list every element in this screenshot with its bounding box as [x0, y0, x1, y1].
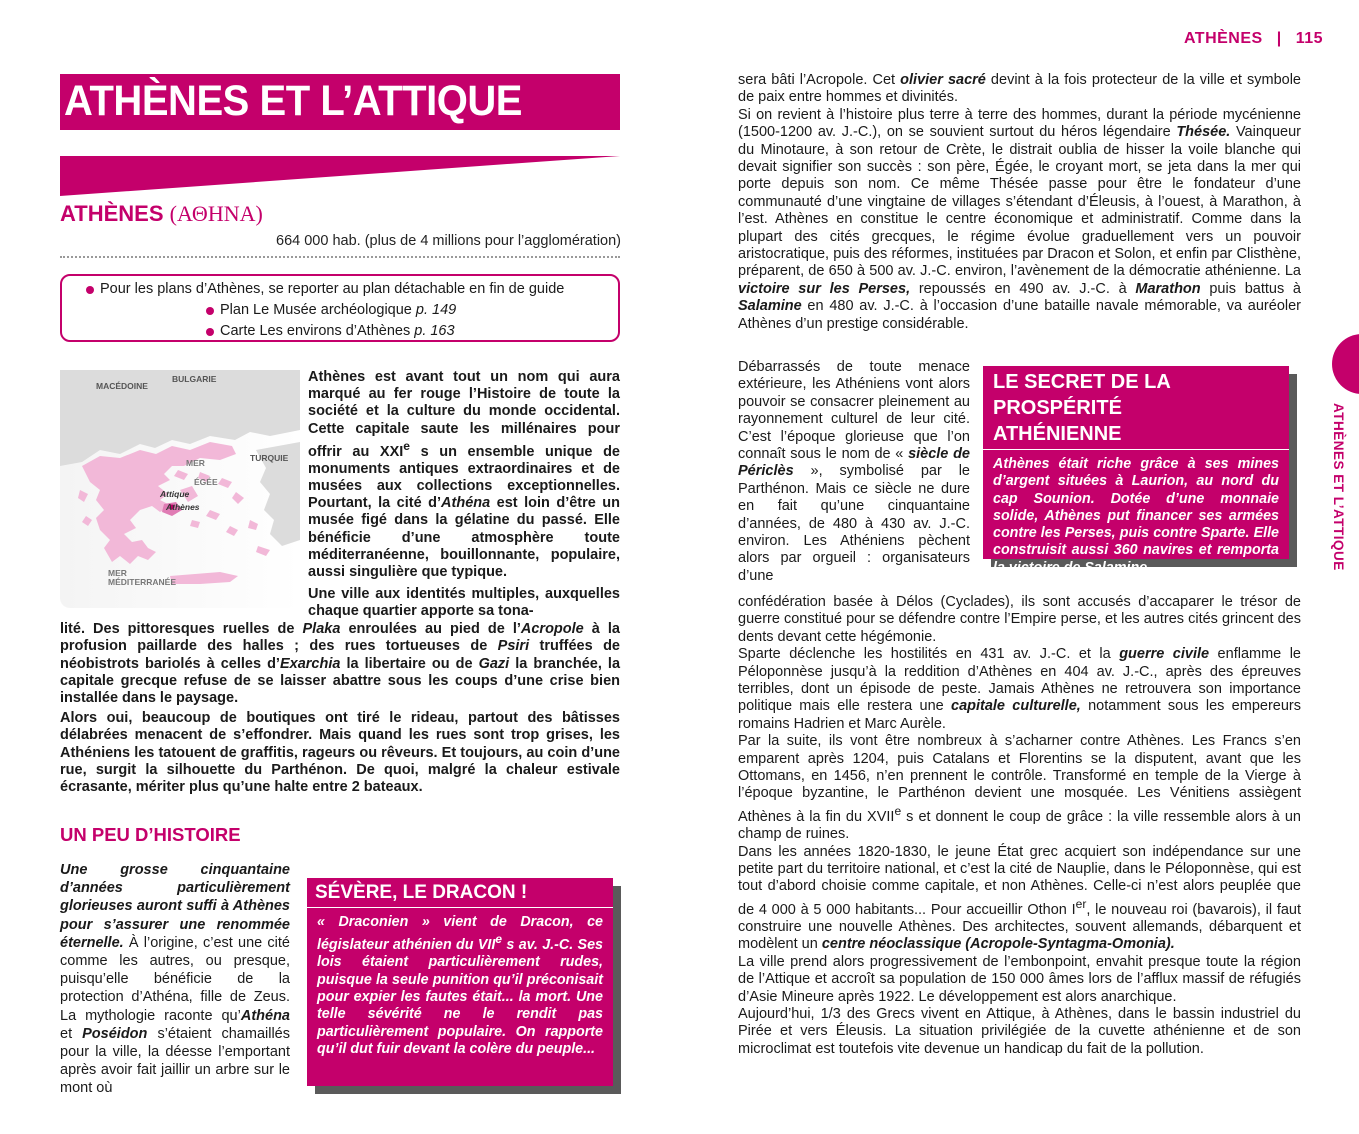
- map-label-macedoine: MACÉDOINE: [96, 381, 148, 391]
- section-title-greek: (ΑΘΗΝΑ): [169, 201, 263, 226]
- history-emphasis: Athéna: [240, 1007, 290, 1024]
- history-text: Aujourd’hui, 1/3 des Grecs vivent en Attique, à Athènes, dans le bassin industriel du Pirée et vers Éleusis. La situation privilégiée de la cuvette athénienne et de son microclimat est toutefois vite devenue un handicap du fait de la pollution.: [738, 1006, 1301, 1057]
- map-reference-text: [220, 300, 456, 321]
- intro-paragraph: [60, 621, 620, 707]
- intro-emphasis: Acropole: [520, 621, 584, 637]
- map-reference-text: [220, 321, 455, 342]
- map-label-bulgarie: BULGARIE: [172, 374, 217, 384]
- running-header-section: ATHÈNES: [1183, 30, 1263, 47]
- section-title: [60, 201, 263, 227]
- history-emphasis: capitale culturelle,: [951, 698, 1081, 715]
- history-lead: Une grosse cinquantaine d’années particulièrement glorieuses auront suffi à Athènes pour s’assurer une renommée éternelle.: [60, 862, 290, 951]
- bullet-icon: [206, 328, 214, 336]
- intro-emphasis: Gazi: [478, 655, 510, 672]
- history-text: Si on revient à l’histoire plus terre à terre des hommes, durant la période mycénienne (1500-1200 av. J.-C.), on se souvient surtout du héros légendaire: [738, 106, 1301, 141]
- history-text: confédération basée à Délos (Cyclades), ils sont accusés d’accaparer le trésor de guerre constitué pour se défendre contre l’Empire perse, et les autres cités grincent des dents devant cette hégémonie.: [738, 594, 1301, 645]
- sidebar-box-text: s av. J.-C. Ses lois étaient particulièrement rudes, puisque la seule punition qu’il préconisait pour expier les fautes était... la mort. Une telle sévérité ne le rendit pas particulièrement populaire. On rapporte qu’il dut fuir devant la colère du peuple...: [317, 937, 603, 1057]
- history-emphasis: Marathon: [1135, 280, 1201, 297]
- intro-emphasis: Exarchia: [279, 655, 341, 672]
- intro-text: lité. Des pittoresques ruelles de: [60, 621, 303, 637]
- history-text: s’étaient chamaillés pour la ville, la déesse l’emportant après avoir fait jaillir un arbre sur le mont où: [60, 1025, 290, 1097]
- history-emphasis: Poséidon: [82, 1025, 148, 1042]
- history-emphasis: olivier sacré: [900, 72, 986, 88]
- sidebar-box-title-line: LE SECRET DE LA PROSPÉRITÉ: [993, 371, 1171, 419]
- sidebar-box-body: Athènes était riche grâce à ses mines d’argent situées à Laurion, au nord du cap Sounion. Dotée d’une monnaie solide, Athènes put financer ses armées contre les Perses, puis contre Sparte. Elle construisit aussi 360 navires et remporta la victoire de Salamine.: [993, 456, 1279, 576]
- sidebar-box-title-line: ATHÉNIENNE: [993, 423, 1122, 445]
- map-label-turquie: TURQUIE: [250, 453, 289, 463]
- history-emphasis: guerre civile: [1119, 646, 1210, 663]
- page-number: 115: [1295, 30, 1323, 47]
- history-paragraph: [738, 359, 970, 585]
- history-paragraph: [738, 594, 1301, 1058]
- history-text: sera bâti l’Acropole. Cet: [738, 72, 901, 88]
- sidebar-box-prosperity: [983, 366, 1289, 576]
- intro-emphasis: Psiri: [497, 638, 530, 655]
- map-reference-text: Pour les plans d’Athènes, se reporter au plan détachable en fin de guide: [100, 281, 565, 297]
- history-text: Vainqueur du Minotaure, à son retour de Crète, le distrait oublia de hisser la voile blanche qui devait signifier son succès : son père, Égée, le croyant mort, se jeta dans la mer qui porte depuis son nom. Ce même Thésée passe pour être le fondateur d’une communauté d’une vingtaine de villages s’étendant d’Éleusis, à l’ouest, à Marathon, à l’est. Athènes en constitue le centre économique et administratif. Comme dans la plupart des cités grecques, le régime évolue graduellement vers un pouvoir aristocratique, puis des réformes, instituées par Dracon et Solon, et enfin par Clisthène, préparent, de 650 à 500 av. J.-C. environ, l’avènement de la démocratie athénienne. La: [738, 124, 1301, 280]
- history-emphasis: victoire sur les Perses,: [738, 280, 911, 297]
- intro-text: à la profusion paillarde des halles ; des rues tortueuses de: [60, 621, 620, 655]
- history-superscript: er: [1075, 896, 1087, 911]
- sidebar-box-dracon: [307, 878, 613, 1086]
- map-reference-item: [206, 300, 618, 321]
- history-text: repoussés en 490 av. J.-C. à: [910, 280, 1136, 297]
- intro-paragraph: Une ville aux identités multiples, auxquelles chaque quartier apporte sa tona-: [308, 586, 620, 620]
- history-superscript: e: [894, 803, 902, 818]
- intro-superscript: e: [403, 438, 410, 453]
- greece-locator-map: [60, 370, 300, 608]
- history-emphasis: Salamine: [738, 298, 802, 315]
- intro-emphasis: Plaka: [302, 621, 341, 637]
- history-text: s et donnent le coup de grâce : la ville ressemble alors à un champ de ruines.: [738, 808, 1301, 843]
- map-label-mer-med-2: MÉDITERRANÉE: [108, 577, 177, 587]
- sidebar-box-superscript: e: [495, 932, 503, 947]
- chapter-title: [60, 74, 620, 130]
- population-info: 664 000 hab. (plus de 4 millions pour l’agglomération): [276, 233, 621, 249]
- map-label-attique: Attique: [160, 489, 190, 499]
- intro-text: Athènes est avant tout un nom qui aura marqué au fer rouge l’Histoire de toute la société et la culture du monde occidental. Cette capitale saute les millénaires pour offrir au XXI: [308, 369, 620, 460]
- sidebar-box-title: SÉVÈRE, LE DRACON !: [307, 878, 613, 908]
- history-paragraph: [738, 72, 1301, 333]
- history-emphasis: centre néoclassique (Acropole-Syntagma-Omonia).: [821, 936, 1175, 953]
- bullet-icon: [86, 286, 94, 294]
- sidebar-box-body: [307, 908, 613, 1058]
- history-text: Débarrassés de toute menace extérieure, les Athéniens vont alors pouvoir se consacrer pleinement au rayonnement culturel de leur cité. C’est l’époque glorieuse que l’on connaît sous le nom de «: [738, 359, 970, 463]
- history-text: en 480 av. J.-C. à l’occasion d’une bataille navale mémorable, va auréoler Athènes d’un prestige considérable.: [738, 298, 1301, 332]
- chapter-side-label: ATHÈNES ET L’ATTIQUE: [1331, 403, 1346, 571]
- map-label-athenes: Athènes: [166, 502, 200, 512]
- map-reference-label: Carte Les environs d’Athènes: [220, 323, 415, 339]
- history-text: Sparte déclenche les hostilités en 431 av. J.-C. et la: [738, 646, 1120, 663]
- history-paragraph: [60, 861, 290, 1098]
- history-text: La ville prend alors progressivement de l’embonpoint, envahit presque toute la région de l’Attique et accroît sa population de 150 000 âmes lors de l’afflux massif de réfugiés d’Asie Mineure après 1922. Le développement est alors anarchique.: [738, 953, 1301, 1005]
- map-reference-item: [206, 321, 618, 342]
- map-reference-box: [60, 274, 620, 342]
- running-header: [1184, 30, 1323, 48]
- sidebar-box-text: « Draconien » vient de Dracon, ce législateur athénien du VII: [317, 914, 603, 954]
- section-title-text: ATHÈNES: [60, 201, 164, 226]
- intro-text: enroulées au pied de l’: [340, 621, 521, 637]
- bullet-icon: [206, 307, 214, 315]
- chapter-title-text: ATHÈNES ET L’ATTIQUE: [64, 77, 523, 125]
- map-label-mer-egee-2: ÉGÉE: [194, 477, 218, 487]
- subsection-title: UN PEU D’HISTOIRE: [60, 824, 241, 845]
- running-header-separator: |: [1276, 30, 1282, 47]
- intro-paragraph: [308, 369, 620, 581]
- sidebar-box-title: [983, 366, 1289, 450]
- history-text: devint à la fois protecteur de la ville et symbole de paix entre hommes et divinités.: [738, 72, 1301, 106]
- history-text: enflamme le Péloponnèse jusqu’à la reddition d’Athènes en 404 av. J.-C., après des épreuves terribles, dont un épisode de peste. Jamais Athènes ne retrouvera son importance politique mais elle restera une: [738, 646, 1301, 715]
- intro-text: la libertaire ou de: [340, 655, 479, 672]
- history-emphasis: Thésée.: [1176, 124, 1231, 141]
- dotted-divider: [60, 256, 620, 258]
- intro-paragraph: Alors oui, beaucoup de boutiques ont tiré le rideau, partout des bâtisses délabrées menacent de s’effondrer. Mais quand les rues sont trop grises, les Athéniens les tatouent de graffitis, rageurs ou rêveurs. Et toujours, au coin d’une rue, surgit la silhouette du Parthénon. De quoi, malgré la chaleur estivale écrasante, mériter plus qu’une halte entre 2 bateaux.: [60, 710, 620, 796]
- history-text: À l’origine, c’est une cité comme les autres, ou presque, puisqu’elle bénéficie de la protection d’Athéna, fille de Zeus. La mythologie raconte qu’: [60, 934, 290, 1024]
- title-wedge-decoration: [60, 156, 620, 196]
- history-text: , le nouveau roi (bavarois), il faut construire une nouvelle Athènes. Des architectes, souvent allemands, débarquent et modèlent un: [738, 901, 1302, 953]
- map-label-mer-med-1: MER: [108, 568, 127, 578]
- map-label-mer-egee-1: MER: [186, 458, 205, 468]
- history-text: notamment sous les empereurs romains Hadrien et Marc Aurèle.: [738, 698, 1301, 732]
- chapter-tab-marker: [1332, 334, 1359, 394]
- intro-text: truffées de néobistrots bariolés à celles d’: [60, 638, 620, 672]
- history-text: puis battus à: [1200, 280, 1301, 297]
- map-reference-item: [86, 279, 618, 300]
- intro-text: s un ensemble unique de monuments antiques extraordinaires et de musées aux collections exceptionnelles. Pourtant, la cité d’: [308, 443, 620, 512]
- map-reference-label: Plan Le Musée archéologique: [220, 302, 416, 318]
- intro-text: la branchée, la capitale grecque refuse de se laisser abattre sous les coups d’une crise bien installée dans le paysage.: [60, 655, 621, 707]
- history-text: et: [60, 1025, 83, 1042]
- intro-emphasis: Athéna: [441, 495, 491, 512]
- history-emphasis: siècle de Périclès: [738, 446, 970, 480]
- history-text: Dans les années 1820-1830, le jeune État grec acquiert son indépendance sur une petite part du territoire national, et c’est la cité de Nauplie, dans le Péloponnèse, qui est tout d’abord choisie comme capitale, et non Athènes. Celle-ci n’est alors peuplée que de 4 000 à 5 000 habitants... Pour accueillir Othon I: [738, 843, 1301, 918]
- intro-text: est loin d’être un musée figé dans la gélatine du passé. Elle bénéficie d’une atmosphère toute méditerranéenne, bouillonnante, populaire, aussi singulière que typique.: [308, 495, 621, 581]
- page-reference[interactable]: p. 163: [414, 323, 455, 339]
- history-text: », symbolisé par le Parthénon. Mais ce siècle ne dure en fait qu’une cinquantaine d’années, de 480 à 430 av. J.-C. environ. Les Athéniens pèchent alors par orgueil : organisateurs d’une: [738, 463, 970, 584]
- history-text: Par la suite, ils vont être nombreux à s’acharner contre Athènes. Les Francs s’en emparent après 1204, puis Catalans et Florentins se la disputent, avant que les Ottomans, en 1456, n’en prennent le contrôle. Transformé en temple de la Vierge à l’époque byzantine, le Parthénon devient une mosquée. Les Vénitiens assiègent Athènes à la fin du XVII: [738, 733, 1301, 825]
- page-reference[interactable]: p. 149: [415, 302, 457, 318]
